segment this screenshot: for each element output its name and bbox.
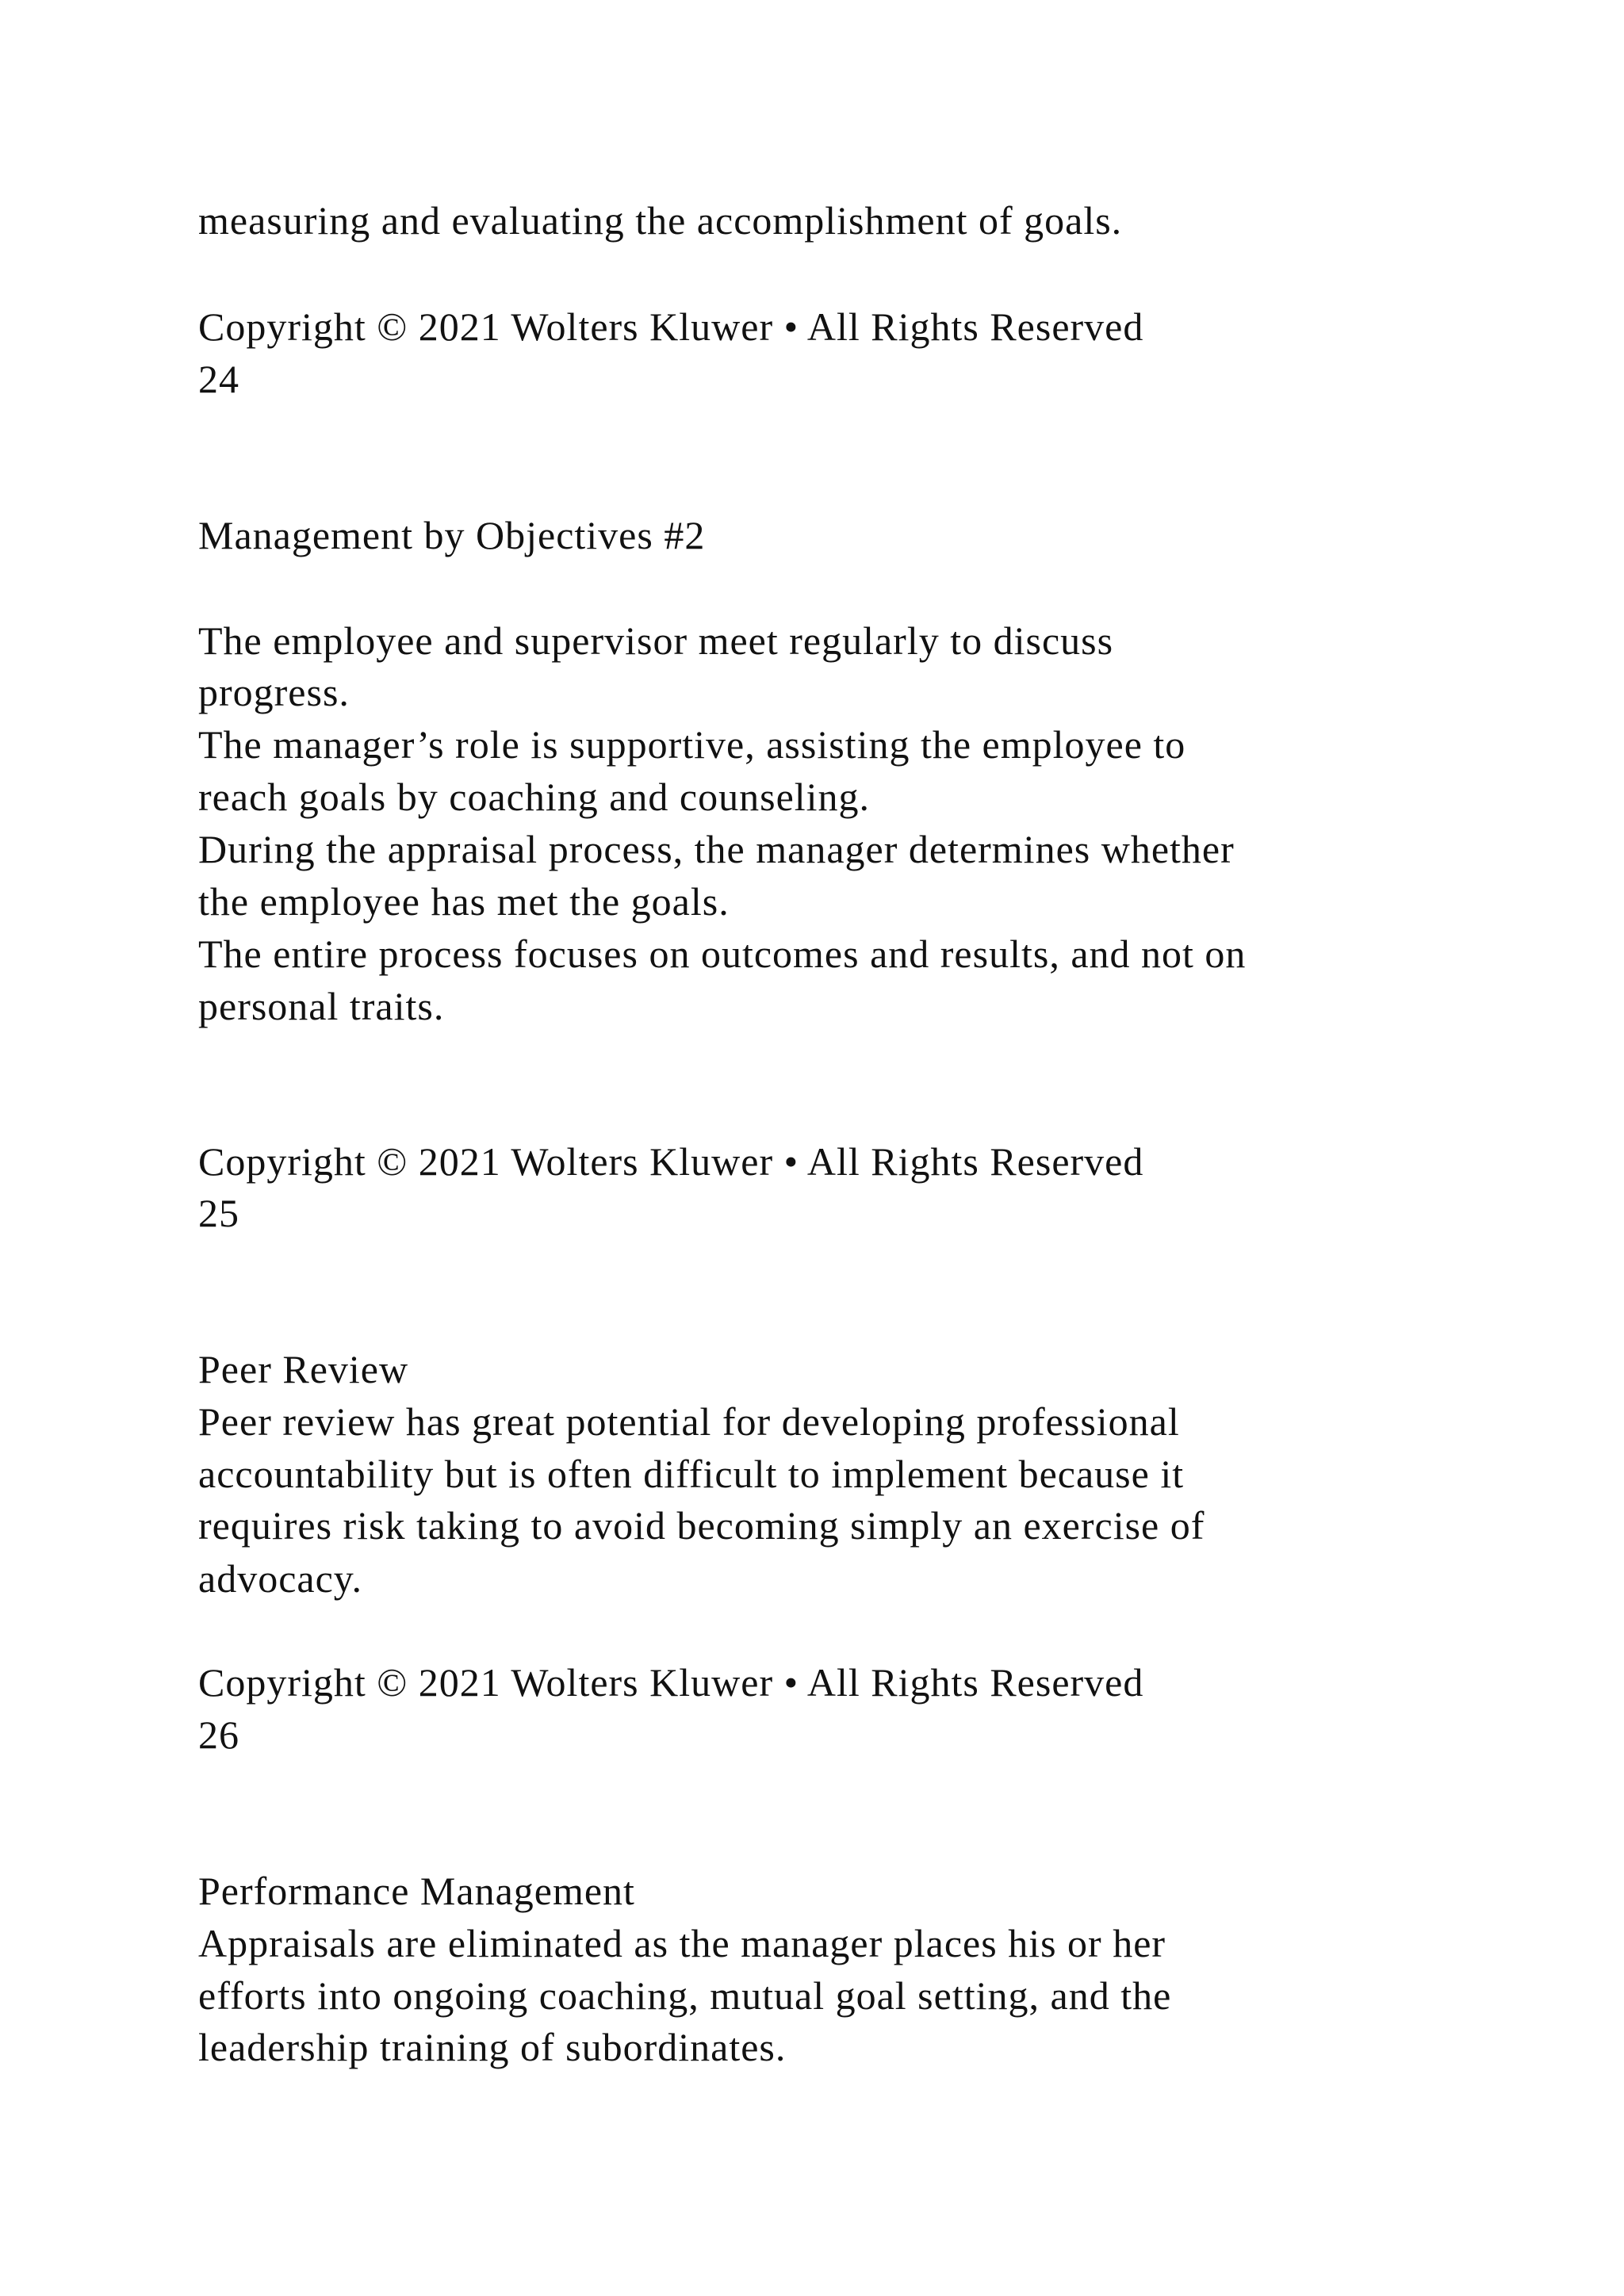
copyright-line: Copyright © 2021 Wolters Kluwer • All Rights Reserved xyxy=(198,304,1144,349)
body-line: requires risk taking to avoid becoming simply an exercise of xyxy=(198,1503,1205,1548)
body-line: Appraisals are eliminated as the manager places his or her xyxy=(198,1921,1166,1965)
body-line: the employee has met the goals. xyxy=(198,879,730,924)
body-line: measuring and evaluating the accomplishment of goals. xyxy=(198,198,1123,243)
body-line: During the appraisal process, the manager determines whether xyxy=(198,827,1235,871)
copyright-line: Copyright © 2021 Wolters Kluwer • All Rights Reserved xyxy=(198,1660,1144,1705)
section-title: Peer Review xyxy=(198,1347,409,1391)
body-line: The manager’s role is supportive, assisting the employee to xyxy=(198,722,1186,767)
body-line: reach goals by coaching and counseling. xyxy=(198,775,871,819)
body-line: personal traits. xyxy=(198,984,445,1028)
page-number: 25 xyxy=(198,1191,239,1235)
section-title: Management by Objectives #2 xyxy=(198,513,706,557)
page-number: 26 xyxy=(198,1712,239,1757)
body-line: leadership training of subordinates. xyxy=(198,2025,787,2069)
body-line: accountability but is often difficult to implement because it xyxy=(198,1452,1185,1496)
body-line: The entire process focuses on outcomes and results, and not on xyxy=(198,932,1247,976)
page-number: 24 xyxy=(198,357,239,401)
body-line: The employee and supervisor meet regularly to discuss xyxy=(198,618,1114,663)
body-line: efforts into ongoing coaching, mutual goal setting, and the xyxy=(198,1973,1172,2018)
section-title: Performance Management xyxy=(198,1869,635,1913)
body-line: Peer review has great potential for developing professional xyxy=(198,1399,1180,1444)
body-line: advocacy. xyxy=(198,1556,363,1601)
copyright-line: Copyright © 2021 Wolters Kluwer • All Rights Reserved xyxy=(198,1139,1144,1184)
body-line: progress. xyxy=(198,670,350,714)
